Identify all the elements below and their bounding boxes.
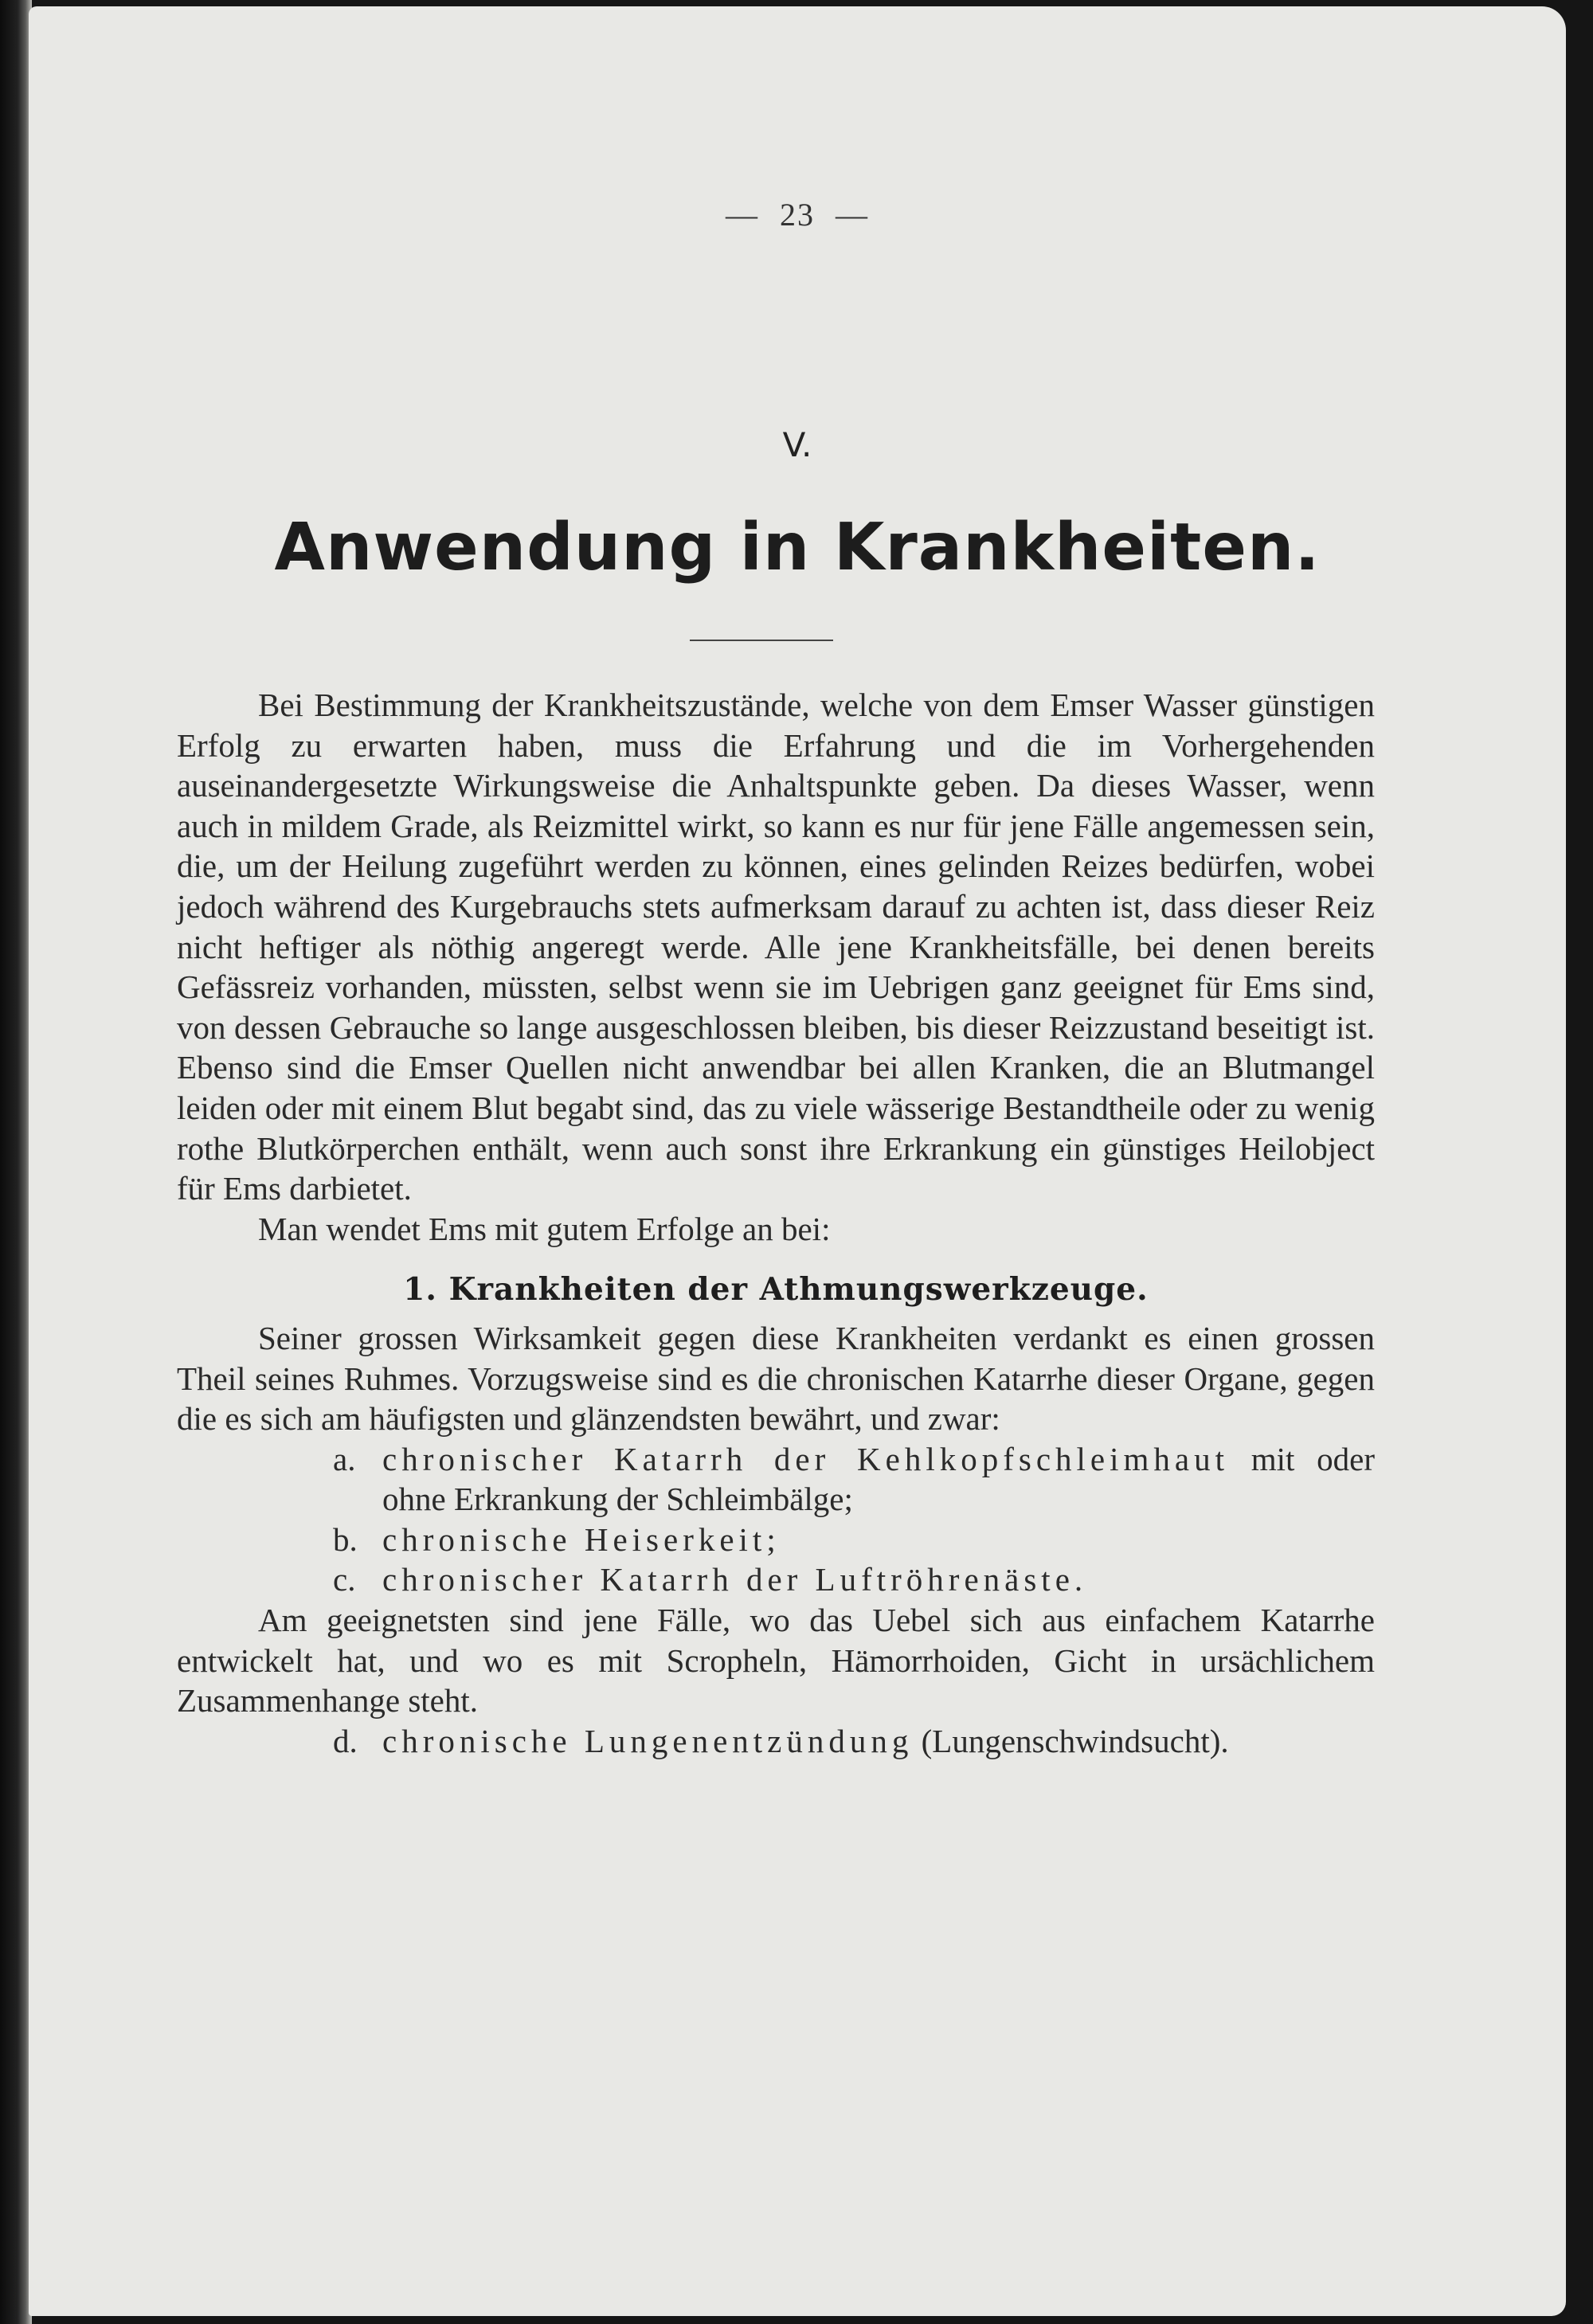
- list-marker: d.: [333, 1722, 358, 1759]
- list-item-a: [177, 1439, 1375, 1520]
- list-marker: b.: [333, 1520, 358, 1558]
- paragraph-3: Seiner grossen Wirksamkeit gegen diese Krankheiten verdankt es einen grossen Theil seines Ruhmes. Vorzugsweise sind es die chronischen Katarrhe dieser Organe, gegen die es sich am häufigsten und glänzendsten bewährt, und zwar:: [177, 1319, 1375, 1438]
- list-item-emphasis: chronische Lungenentzündung: [382, 1722, 914, 1759]
- title-divider: [690, 640, 833, 641]
- book-binding-edge: [0, 0, 32, 2324]
- list-item-c: [177, 1559, 1375, 1600]
- list-marker: c.: [333, 1561, 356, 1598]
- chapter-number: V.: [782, 425, 812, 464]
- page-number-line: [29, 196, 1566, 233]
- paragraph-2: Man wendet Ems mit gutem Erfolge an bei:: [258, 1210, 831, 1247]
- list-marker: a.: [333, 1440, 356, 1477]
- list-item-text: mit oder ohne Erkrankung der Schleimbälge;: [382, 1440, 1376, 1518]
- list-item-emphasis: chronischer Katarrh der Kehlkopfschleimhaut: [382, 1440, 1229, 1477]
- list-item-d: [177, 1721, 1375, 1762]
- list-item-emphasis: chronische Heiserkeit;: [382, 1520, 781, 1558]
- folio-dash-right: —: [836, 197, 869, 233]
- list-item-b: [177, 1520, 1375, 1560]
- chapter-title: Anwendung in Krankheiten.: [274, 510, 1321, 585]
- book-page: [29, 6, 1566, 2316]
- body-text: [177, 685, 1375, 1761]
- page-number: 23: [780, 197, 815, 233]
- paragraph-4: Am geeignetsten sind jene Fälle, wo das Uebel sich aus einfachem Katarrhe entwickelt hat, und wo es mit Scropheln, Hämorrhoiden, Gicht in ursächlichem Zusammenhange steht.: [177, 1602, 1375, 1720]
- paragraph-1: Bei Bestimmung der Krankheitszustände, welche von dem Emser Wasser günstigen Erfolg zu erwarten haben, muss die Erfahrung und die im Vorhergehenden auseinandergesetzte Wirkungsweise die Anhaltspunkte geben. Da dieses Wasser, wenn auch in mildem Grade, als Reizmittel wirkt, so kann es nur für jene Fälle angemessen sein, die, um der Heilung zugeführt werden zu können, eines gelinden Reizes bedürfen, wobei jedoch während des Kurgebrauchs stets aufmerksam darauf zu achten ist, dass dieser Reiz nicht heftiger als nöthig angeregt werde. Alle jene Krankheitsfälle, bei denen bereits Gefässreiz vorhanden, müssten, selbst wenn sie im Uebrigen ganz geeignet für Ems sind, von dessen Gebrauche so lange ausgeschlossen bleiben, bis dieser Reizzustand beseitigt ist. Ebenso sind die Emser Quellen nicht anwendbar bei allen Kranken, die an Blutmangel leiden oder mit einem Blut begabt sind, das zu viele wässerige Bestandtheile oder zu wenig rothe Blutkörperchen enthält, wenn auch sonst ihre Erkrankung ein günstiges Heilobject für Ems darbietet.: [177, 687, 1375, 1207]
- list-item-text: (Lungenschwindsucht).: [913, 1722, 1229, 1759]
- list-item-emphasis: chronischer Katarrh der Luftröhrenäste.: [382, 1561, 1088, 1598]
- section-heading: 1. Krankheiten der Athmungswerkzeuge.: [403, 1271, 1149, 1309]
- folio-dash-left: —: [726, 197, 759, 233]
